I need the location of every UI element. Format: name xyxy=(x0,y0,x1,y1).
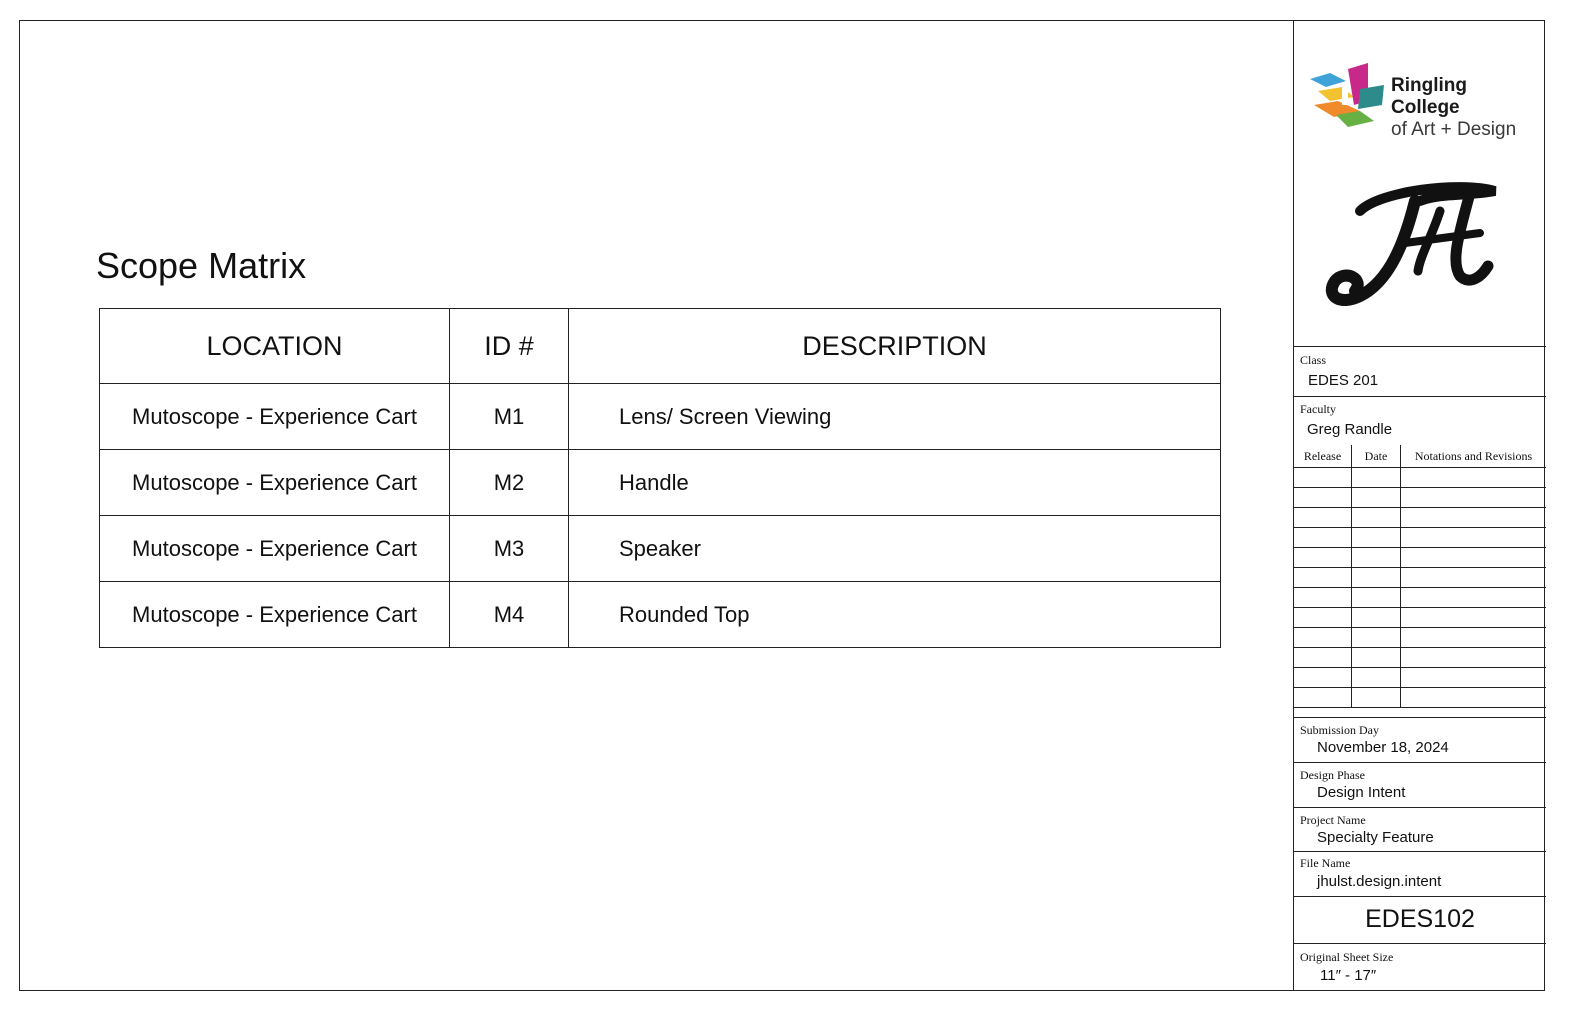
date-header: Date xyxy=(1352,445,1401,468)
revisions-table xyxy=(1294,445,1546,708)
id-cell: M3 xyxy=(450,516,569,582)
revision-row xyxy=(1294,468,1546,488)
table-row xyxy=(100,384,1221,450)
id-cell: M1 xyxy=(450,384,569,450)
column-header-location: LOCATION xyxy=(100,309,450,384)
drawing-sheet xyxy=(19,20,1545,991)
revision-row xyxy=(1294,688,1546,708)
id-cell: M2 xyxy=(450,450,569,516)
column-header-id: ID # xyxy=(450,309,569,384)
school-logo xyxy=(1308,57,1538,140)
revisions-header-row xyxy=(1294,445,1546,468)
revision-row xyxy=(1294,528,1546,548)
table-row xyxy=(100,582,1221,648)
class-label: Class xyxy=(1300,353,1327,367)
design-phase-field xyxy=(1294,762,1546,807)
original-sheet-size-label: Original Sheet Size xyxy=(1300,950,1394,964)
notations-header: Notations and Revisions xyxy=(1401,445,1547,468)
monogram-text xyxy=(1510,171,1511,172)
location-cell: Mutoscope - Experience Cart xyxy=(100,516,450,582)
school-name xyxy=(1391,75,1538,141)
project-name-value: Specialty Feature xyxy=(1317,829,1434,846)
revision-row xyxy=(1294,608,1546,628)
sheet-number-field xyxy=(1294,896,1546,943)
scope-matrix-table xyxy=(99,308,1221,648)
design-phase-value: Design Intent xyxy=(1317,784,1406,801)
column-header-description: DESCRIPTION xyxy=(569,309,1221,384)
release-header: Release xyxy=(1294,445,1352,468)
revision-row xyxy=(1294,488,1546,508)
class-field xyxy=(1294,346,1546,396)
school-logo-mark-icon xyxy=(1308,61,1388,131)
id-cell: M4 xyxy=(450,582,569,648)
table-row xyxy=(100,450,1221,516)
revision-row xyxy=(1294,628,1546,648)
original-sheet-size-field xyxy=(1294,943,1546,991)
page-title: Scope Matrix xyxy=(96,245,307,286)
table-row xyxy=(100,516,1221,582)
location-cell: Mutoscope - Experience Cart xyxy=(100,384,450,450)
submission-day-value: November 18, 2024 xyxy=(1317,739,1449,756)
revision-row xyxy=(1294,588,1546,608)
file-name-value: jhulst.design.intent xyxy=(1317,873,1442,890)
design-phase-label: Design Phase xyxy=(1300,768,1365,782)
location-cell: Mutoscope - Experience Cart xyxy=(100,582,450,648)
faculty-label: Faculty xyxy=(1300,402,1336,416)
monogram-logo xyxy=(1320,171,1510,321)
submission-day-field xyxy=(1294,717,1546,762)
description-cell: Handle xyxy=(569,450,1221,516)
description-cell: Lens/ Screen Viewing xyxy=(569,384,1221,450)
submission-day-label: Submission Day xyxy=(1300,723,1380,737)
revision-row xyxy=(1294,668,1546,688)
table-header-row xyxy=(100,309,1221,384)
revision-row xyxy=(1294,548,1546,568)
revision-row xyxy=(1294,508,1546,528)
sheet-number: EDES102 xyxy=(1365,905,1475,933)
description-cell: Speaker xyxy=(569,516,1221,582)
class-value: EDES 201 xyxy=(1308,372,1379,389)
revision-row xyxy=(1294,648,1546,668)
location-cell: Mutoscope - Experience Cart xyxy=(100,450,450,516)
school-name-line1: Ringling College xyxy=(1391,75,1467,118)
project-name-field xyxy=(1294,807,1546,851)
title-block xyxy=(1293,21,1545,991)
file-name-field xyxy=(1294,851,1546,896)
project-name-label: Project Name xyxy=(1300,813,1366,827)
file-name-label: File Name xyxy=(1300,856,1351,870)
school-name-line2: of Art + Design xyxy=(1391,119,1517,140)
faculty-field xyxy=(1294,396,1546,445)
description-cell: Rounded Top xyxy=(569,582,1221,648)
original-sheet-size-value: 11″ - 17″ xyxy=(1320,967,1377,984)
revision-row xyxy=(1294,568,1546,588)
faculty-value: Greg Randle xyxy=(1307,421,1393,438)
